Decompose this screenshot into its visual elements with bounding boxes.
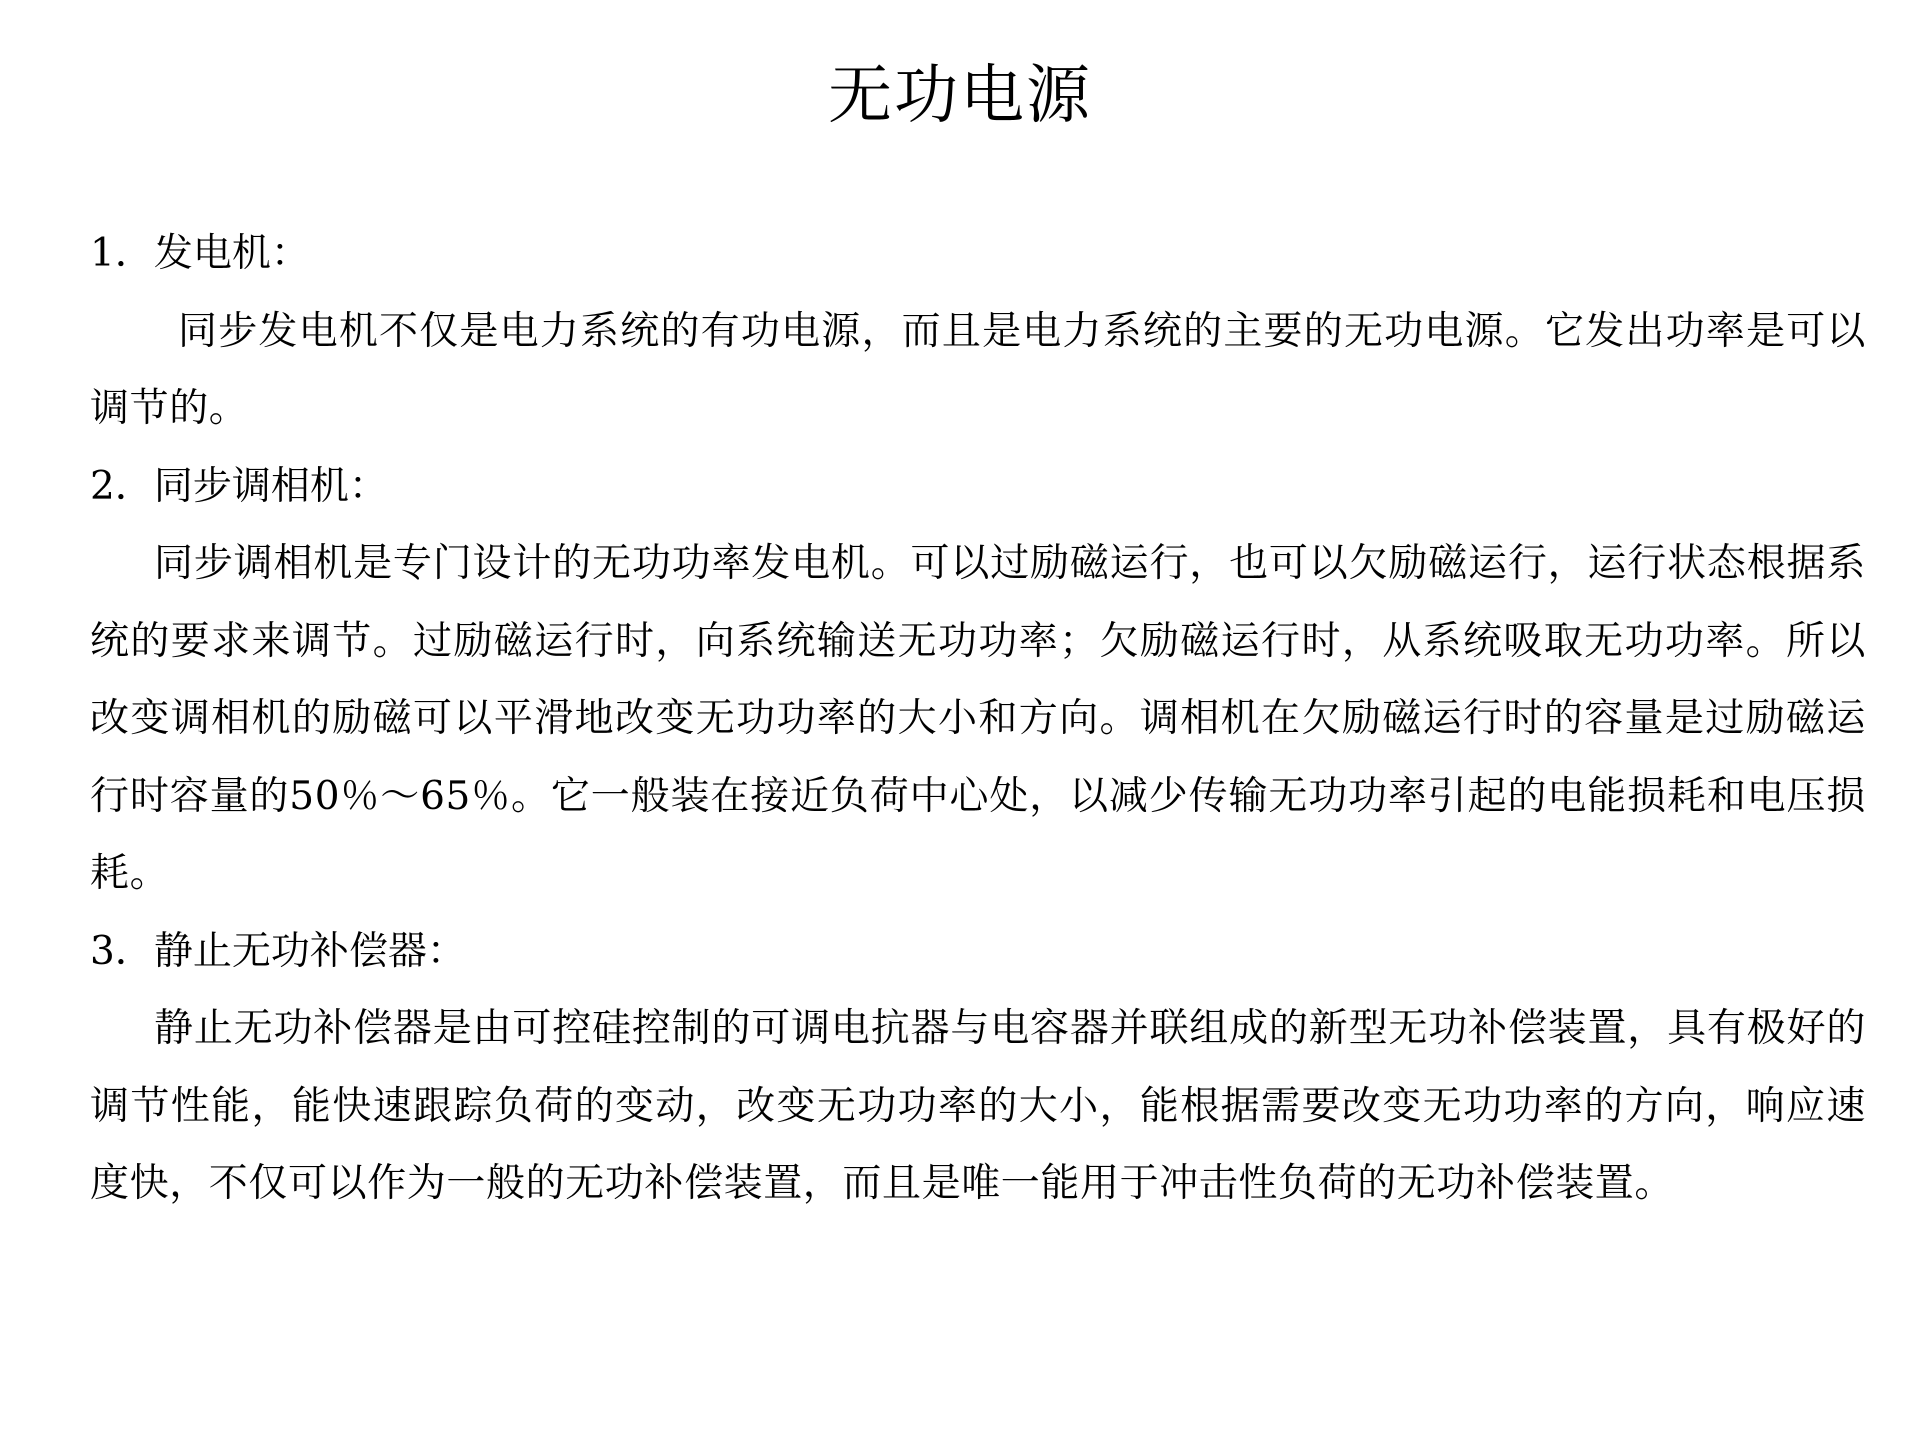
document-body [90, 215, 1866, 1223]
section-heading-generator [90, 215, 1866, 293]
section-title: 同步调相机： [153, 463, 388, 509]
section-number: 2． [90, 463, 154, 509]
section-heading-synchronous-condenser [90, 448, 1866, 526]
section-number: 3． [90, 928, 154, 974]
section-paragraph-static-var-compensator: 静止无功补偿器是由可控硅控制的可调电抗器与电容器并联组成的新型无功补偿装置，具有极好的调节性能，能快速跟踪负荷的变动，改变无功功率的大小，能根据需要改变无功功率的方向，响应速度快，不仅可以作为一般的无功补偿装置，而且是唯一能用于冲击性负荷的无功补偿装置。 [90, 1006, 1866, 1206]
document-title: 无功电源 [828, 59, 1092, 133]
section-title: 静止无功补偿器： [153, 928, 466, 974]
section-paragraph-generator: 同步发电机不仅是电力系统的有功电源，而且是电力系统的主要的无功电源。它发出功率是可以调节的。 [90, 308, 1866, 431]
section-number: 1． [90, 231, 154, 276]
section-heading-static-var-compensator [90, 913, 1866, 991]
section-title: 发电机： [153, 231, 310, 276]
section-paragraph-synchronous-condenser: 同步调相机是专门设计的无功功率发电机。可以过励磁运行，也可以欠励磁运行，运行状态根据系统的要求来调节。过励磁运行时，向系统输送无功功率；欠励磁运行时，从系统吸取无功功率。所以改变调相机的励磁可以平滑地改变无功功率的大小和方向。调相机在欠励磁运行时的容量是过励磁运行时容量的50％～65％。它一般装在接近负荷中心处，以减少传输无功功率引起的电能损耗和电压损耗。 [90, 541, 1866, 896]
